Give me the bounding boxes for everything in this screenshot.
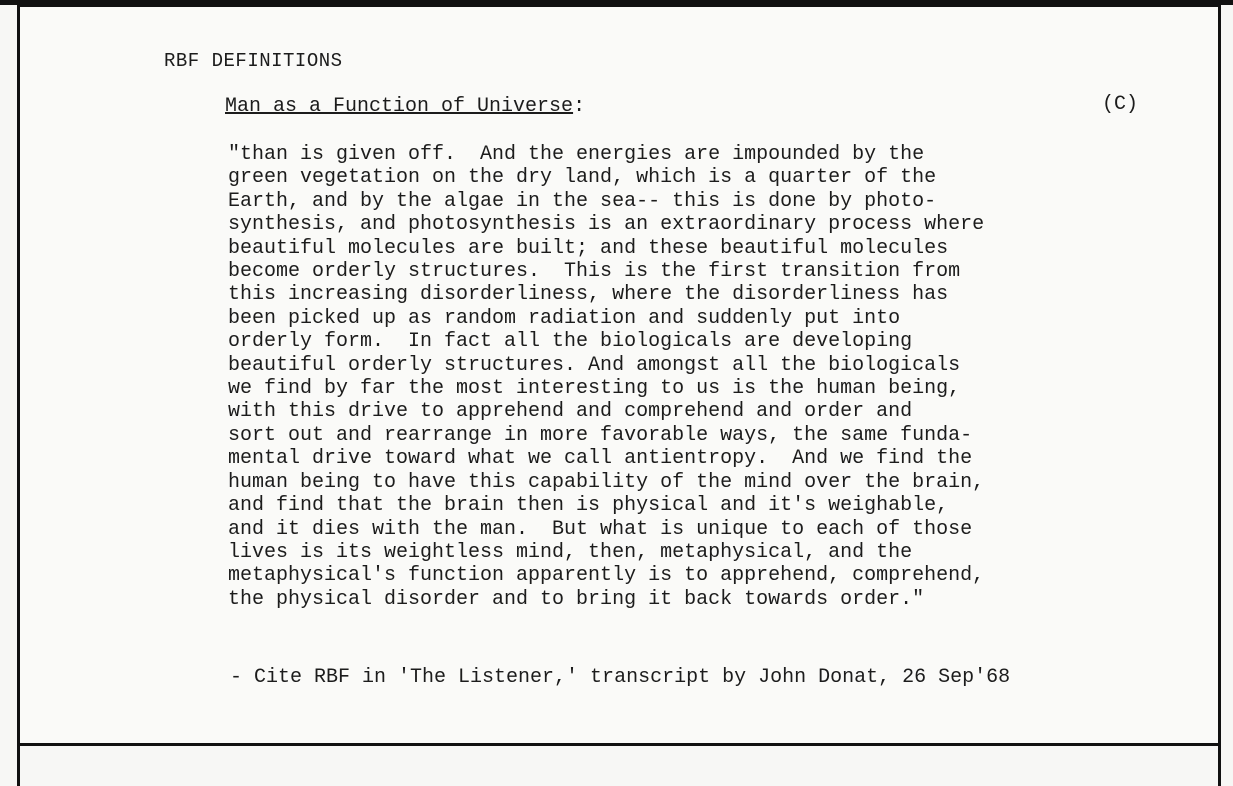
quotation-body <box>228 143 1128 611</box>
category-code: (C) <box>1102 93 1139 116</box>
quote-line: beautiful orderly structures. And amongst all the biologicals <box>228 353 961 377</box>
quote-line: mental drive toward what we call antientropy. And we find the <box>228 447 973 471</box>
citation: - Cite RBF in 'The Listener,' transcript by John Donat, 26 Sep'68 <box>230 666 1011 689</box>
subject-colon: : <box>573 95 586 118</box>
quote-line: the physical disorder and to bring it back towards order." <box>228 587 925 611</box>
card-header: RBF DEFINITIONS <box>164 50 343 72</box>
quote-line: beautiful molecules are built; and these beautiful molecules <box>228 236 949 260</box>
quote-line: Earth, and by the algae in the sea-- this is done by photo- <box>228 189 937 213</box>
quote-line: orderly form. In fact all the biologicals are developing <box>228 330 913 354</box>
subject-title: Man as a Function of Universe <box>225 95 574 118</box>
quote-line: "than is given off. And the energies are impounded by the <box>228 143 925 166</box>
quote-line: lives is its weightless mind, then, metaphysical, and the <box>228 540 913 564</box>
quote-line: been picked up as random radiation and suddenly put into <box>228 306 901 330</box>
quote-line: with this drive to apprehend and comprehend and order and <box>228 400 913 424</box>
quote-line: sort out and rearrange in more favorable ways, the same funda- <box>228 423 973 447</box>
quote-line: metaphysical's function apparently is to apprehend, comprehend, <box>228 564 985 588</box>
quote-line: this increasing disorderliness, where the disorderliness has <box>228 283 949 307</box>
quote-line: green vegetation on the dry land, which is a quarter of the <box>228 166 937 190</box>
quote-line: and it dies with the man. But what is unique to each of those <box>228 517 973 541</box>
quote-line: we find by far the most interesting to us is the human being, <box>228 377 961 401</box>
quote-line: and find that the brain then is physical and it's weighable, <box>228 494 949 518</box>
quote-line: become orderly structures. This is the first transition from <box>228 260 961 284</box>
subject-heading <box>225 95 585 118</box>
quote-line: human being to have this capability of the mind over the brain, <box>228 470 985 494</box>
next-card-edge <box>17 746 1221 786</box>
quote-line: synthesis, and photosynthesis is an extraordinary process where <box>228 213 985 237</box>
